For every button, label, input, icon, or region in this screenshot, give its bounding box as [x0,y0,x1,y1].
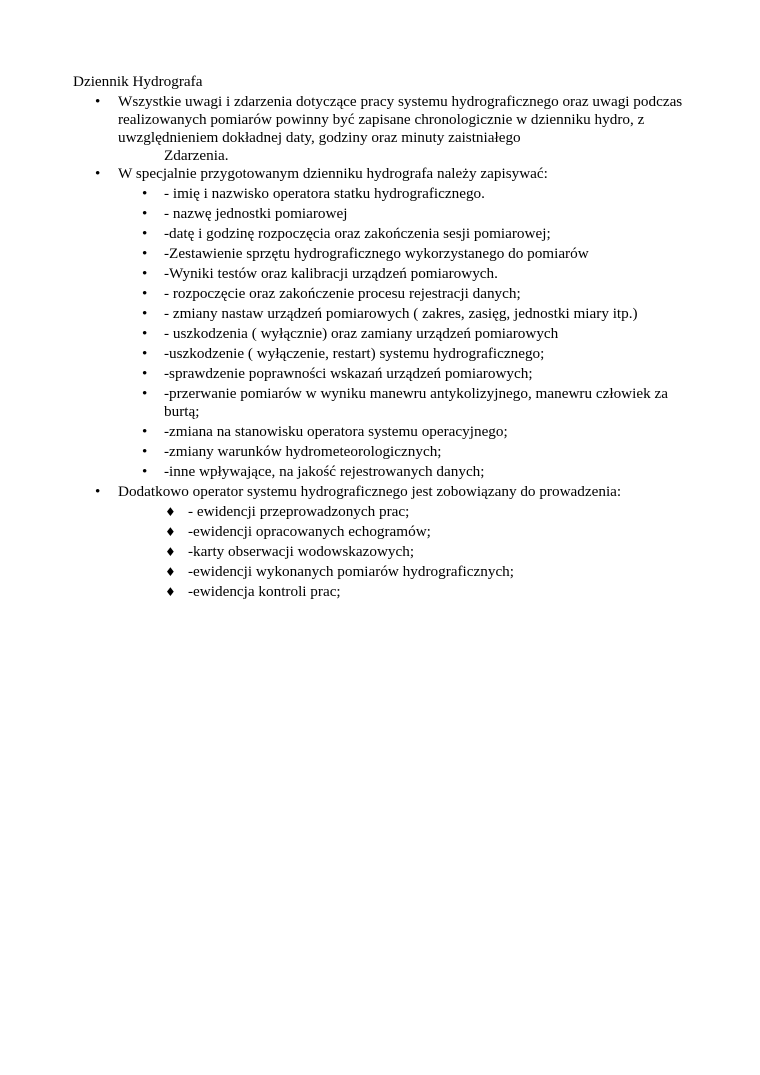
paragraph-line: Wszystkie uwagi i zdarzenia dotyczące pracy systemu hydrograficznego oraz uwagi podczas [118,93,683,110]
list-item [142,385,694,421]
list-item-text: -zmiany warunków hydrometeorologicznych; [164,443,442,460]
list-item [142,365,694,383]
bullet-diamond-icon: ♦ [165,585,176,599]
bullet-disc-icon: • [142,325,148,342]
list-item-text: - nazwę jednostki pomiarowej [164,205,348,222]
list-item [142,423,694,441]
list-item-text: -uszkodzenie ( wyłączenie, restart) systemu hydrograficznego; [164,345,545,362]
bullet-disc-icon: • [142,285,148,302]
list-item [142,463,694,481]
paragraph-line: Zdarzenia. [164,147,229,164]
list-item [142,285,694,303]
list-item-text: - uszkodzenia ( wyłącznie) oraz zamiany urządzeń pomiarowych [164,325,559,342]
list-item [142,265,694,283]
bullet-disc-icon: • [142,205,148,222]
list-item-text: -karty obserwacji wodowskazowych; [188,543,415,560]
list-item-text: -Wyniki testów oraz kalibracji urządzeń pomiarowych. [164,265,498,282]
bullet-disc-icon: • [142,365,148,382]
list-item-text: - imię i nazwisko operatora statku hydrograficznego. [164,185,485,202]
list-item [165,503,668,521]
bullet-diamond-icon: ♦ [165,545,176,559]
list-item [165,523,668,541]
list-item-text: -przerwanie pomiarów w wyniku manewru antykolizyjnego, manewru człowiek za burtą; [164,385,668,420]
list-item-text: - zmiany nastaw urządzeń pomiarowych ( zakres, zasięg, jednostki miary itp.) [164,305,638,322]
list-item [165,543,668,561]
list-item [142,225,694,243]
list-item [142,205,694,223]
bullet-disc-icon: • [95,165,101,182]
bullet-disc-icon: • [142,463,148,480]
list-item [142,245,694,263]
list-item [142,345,694,363]
bullet-diamond-icon: ♦ [165,525,176,539]
section-heading: Dodatkowo operator systemu hydrograficznego jest zobowiązany do prowadzenia: [118,483,622,500]
bullet-disc-icon: • [142,423,148,440]
paragraph-line: uwzględnieniem dokładnej daty, godziny oraz minuty zaistniałego [118,129,521,146]
list-item [142,325,694,343]
list-item-text: -Zestawienie sprzętu hydrograficznego wykorzystanego do pomiarów [164,245,589,262]
bullet-disc-icon: • [95,93,101,110]
list-item [142,443,694,461]
list-item-text: -sprawdzenie poprawności wskazań urządzeń pomiarowych; [164,365,533,382]
list-item [142,185,694,203]
document-title: Dziennik Hydrografa [73,73,203,90]
bullet-diamond-icon: ♦ [165,565,176,579]
list-item-section1 [95,93,698,165]
list-item [165,583,668,601]
list-item-text: -datę i godzinę rozpoczęcia oraz zakończenia sesji pomiarowej; [164,225,551,242]
list-item-text: -zmiana na stanowisku operatora systemu operacyjnego; [164,423,508,440]
list-item-text: -ewidencji wykonanych pomiarów hydrograficznych; [188,563,514,580]
list-item-text: -inne wpływające, na jakość rejestrowanych danych; [164,463,485,480]
bullet-disc-icon: • [142,245,148,262]
bullet-disc-icon: • [142,443,148,460]
bullet-disc-icon: • [142,305,148,322]
bullet-disc-icon: • [142,265,148,282]
bullet-disc-icon: • [142,345,148,362]
list-item-text: - rozpoczęcie oraz zakończenie procesu rejestracji danych; [164,285,521,302]
bullet-disc-icon: • [142,225,148,242]
bullet-disc-icon: • [142,385,148,402]
list-item-text: -ewidencja kontroli prac; [188,583,341,600]
list-item-section3 [95,483,698,501]
list-item [165,563,668,581]
list-item-text: -ewidencji opracowanych echogramów; [188,523,431,540]
bullet-disc-icon: • [142,185,148,202]
list-item-text: - ewidencji przeprowadzonych prac; [188,503,410,520]
bullet-diamond-icon: ♦ [165,505,176,519]
list-item-section2 [95,165,698,183]
section-heading: W specjalnie przygotowanym dzienniku hydrografa należy zapisywać: [118,165,548,182]
list-item [142,305,694,323]
bullet-disc-icon: • [95,483,101,500]
paragraph-line: realizowanych pomiarów powinny być zapisane chronologicznie w dzienniku hydro, z [118,111,645,128]
